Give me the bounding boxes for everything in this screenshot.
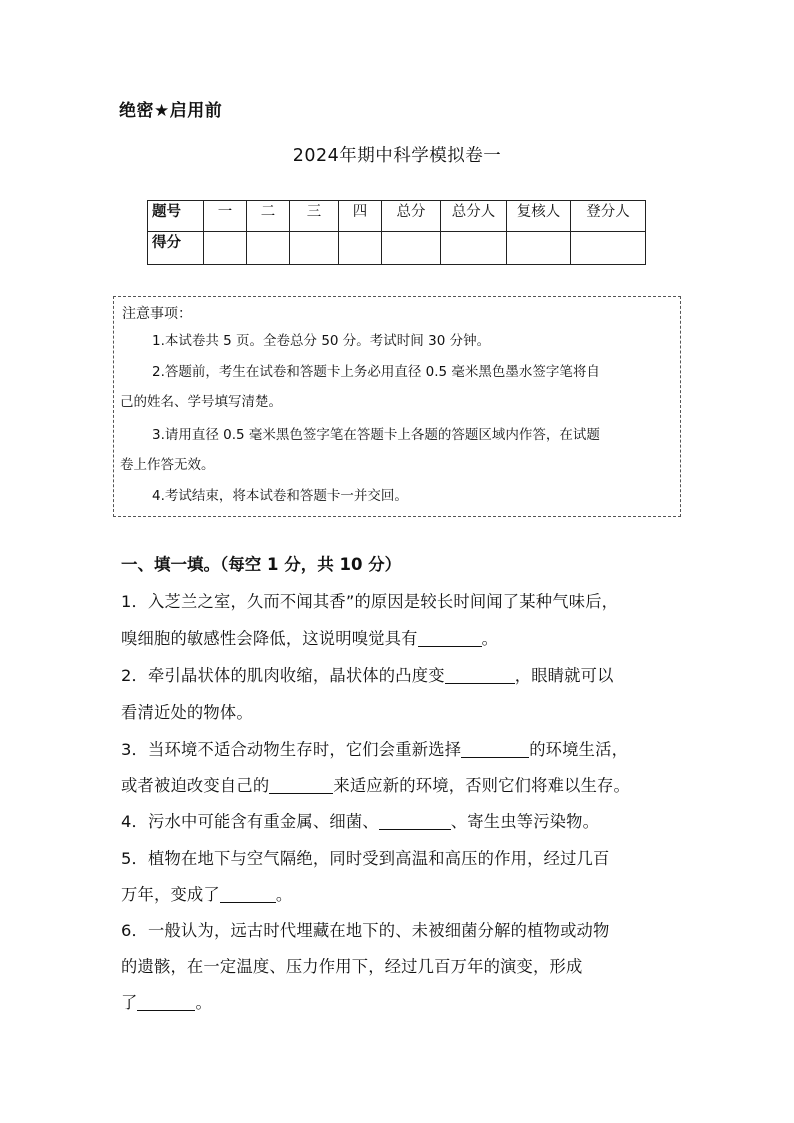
question-text: 、寄生虫等污染物。: [450, 812, 600, 831]
answer-blank[interactable]: [445, 667, 515, 684]
question-text: 嗅细胞的敏感性会降低，这说明嗅觉具有: [121, 629, 418, 648]
question-text: 或者被迫改变自己的: [121, 776, 270, 795]
question-text: 来适应新的环境，否则它们将难以生存。: [333, 776, 631, 795]
question-text: 万年，变成了: [121, 885, 220, 904]
question-5-line-2: [121, 881, 292, 905]
notice-heading: 注意事项：: [122, 306, 192, 322]
cell-question-no-label: 题号: [148, 201, 204, 232]
question-3-line-2: [121, 772, 630, 796]
score-input-part-1[interactable]: [204, 232, 247, 265]
answer-blank[interactable]: [137, 994, 195, 1011]
question-text: 。: [481, 629, 499, 648]
notice-item: 己的姓名、学号填写清楚。: [120, 394, 282, 410]
question-6-line-2: 的遗骸，在一定温度、压力作用下，经过几百万年的演变，形成: [121, 957, 583, 976]
notice-item: 2.答题前，考生在试卷和答题卡上务必用直径 0.5 毫米黑色墨水签字笔将自: [152, 364, 600, 380]
notice-item: 1.本试卷共 5 页。全卷总分 50 分。考试时间 30 分钟。: [152, 333, 491, 349]
question-2-line-2: 看清近处的物体。: [121, 703, 253, 722]
score-input-part-4[interactable]: [339, 232, 382, 265]
answer-blank[interactable]: [418, 630, 482, 647]
notice-item: 4.考试结束，将本试卷和答题卡一并交回。: [152, 488, 408, 504]
answer-blank[interactable]: [220, 886, 276, 903]
score-input-totaler[interactable]: [441, 232, 507, 265]
cell-part-1: 一: [204, 201, 247, 232]
question-6-line-3: [121, 989, 212, 1013]
secret-mark: 绝密★启用前: [119, 101, 223, 121]
score-table: [147, 200, 646, 265]
notice-item: 卷上作答无效。: [120, 457, 215, 473]
question-2-line-1: [121, 662, 614, 686]
score-table-score-row: [148, 232, 646, 265]
score-input-part-3[interactable]: [290, 232, 339, 265]
question-text: 的环境生活，: [529, 740, 629, 759]
score-input-reviewer[interactable]: [507, 232, 571, 265]
score-input-recorder[interactable]: [571, 232, 646, 265]
score-input-part-2[interactable]: [247, 232, 290, 265]
cell-recorder: 登分人: [571, 201, 646, 232]
answer-blank[interactable]: [269, 777, 333, 794]
question-text: 。: [195, 993, 212, 1012]
exam-title: 2024年期中科学模拟卷一: [292, 146, 502, 166]
question-text: 4．污水中可能含有重金属、细菌、: [121, 812, 379, 831]
notice-item: 3.请用直径 0.5 毫米黑色签字笔在答题卡上各题的答题区域内作答，在试题: [152, 427, 600, 443]
question-6-line-1: 6．一般认为，远古时代埋藏在地下的、未被细菌分解的植物或动物: [121, 921, 610, 940]
question-5-line-1: 5．植物在地下与空气隔绝，同时受到高温和高压的作用，经过几百: [121, 849, 610, 868]
cell-part-3: 三: [290, 201, 339, 232]
cell-part-4: 四: [339, 201, 382, 232]
question-1-line-2: [121, 625, 498, 649]
question-3-line-1: [121, 736, 628, 760]
cell-part-2: 二: [247, 201, 290, 232]
question-text: 。: [275, 885, 293, 904]
question-text: ，眼睛就可以: [514, 666, 614, 685]
question-1-line-1: 1．入芝兰之室，久而不闻其香”的原因是较长时间闻了某种气味后，: [121, 592, 619, 611]
question-text: 2．牵引晶状体的肌肉收缩，晶状体的凸度变: [121, 666, 445, 685]
cell-total: 总分: [382, 201, 441, 232]
cell-score-label: 得分: [148, 232, 204, 265]
question-text: 了: [121, 993, 138, 1012]
section-heading: 一、填一填。（每空 1 分，共 10 分）: [121, 555, 402, 574]
cell-totaler: 总分人: [441, 201, 507, 232]
question-4: [121, 808, 599, 832]
notice-box: [113, 296, 681, 517]
score-input-total[interactable]: [382, 232, 441, 265]
answer-blank[interactable]: [461, 741, 529, 758]
score-table-header-row: [148, 201, 646, 232]
question-text: 3．当环境不适合动物生存时，它们会重新选择: [121, 740, 462, 759]
cell-reviewer: 复核人: [507, 201, 571, 232]
answer-blank[interactable]: [379, 813, 451, 830]
